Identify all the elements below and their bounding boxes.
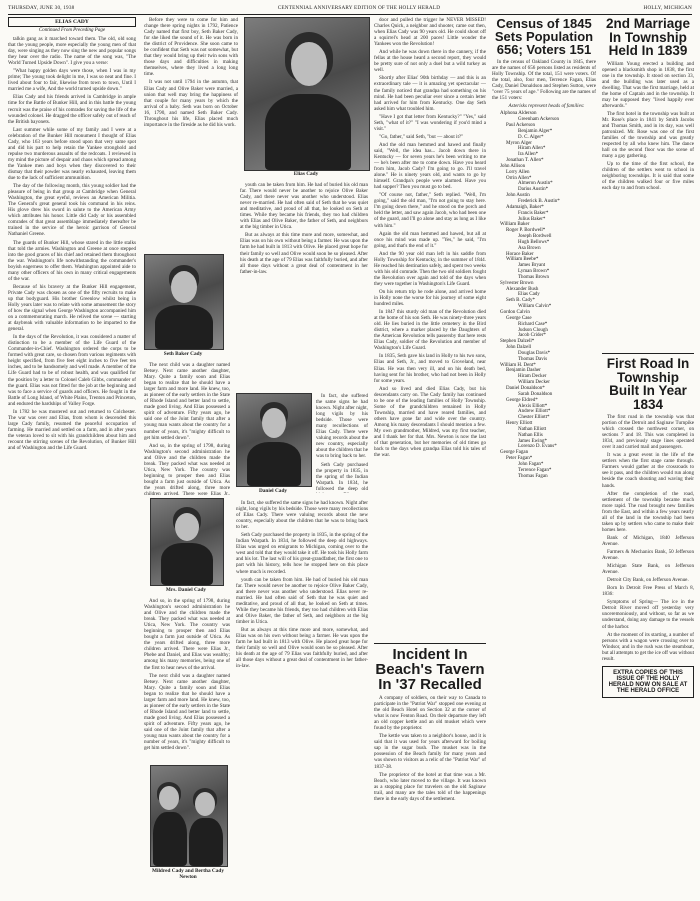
census-name: Thomas Brown: [518, 274, 549, 280]
census-name: Daniel Donaldson*: [506, 385, 545, 391]
census-name: Thomas Fagan: [518, 473, 548, 479]
paragraph: A company of soldiers, on their way to Canada to participate in the "Patriot War" stopped one evening at the old Beach Hotel on Section 32 at the corner of what is now Fenton Road. On their departure they left an old copper kettle and an old musket which were found by the proprietor.: [374, 695, 486, 732]
photo-seth-baker-cady: [144, 254, 224, 350]
paragraph: After the completion of the road, settlement of the township became much more rapid. The road brought new families from the East, and within a few years nearly all of the land in the township had been taken up by settlers who came to make their homes here.: [602, 490, 694, 533]
census-name: Benjamin Alger*: [518, 128, 553, 134]
paragraph: The first hotel in the township was built at Mr. Rose's place in 1841 by Smith Jacobs and Thomas Smith, and in its day, was well patronized. Mr. Rose was one of the first families of the township and was greatly respected by all who knew him. The dance hall on the second floor was the scene of many a gay gathering.: [602, 110, 694, 160]
census-name: Paul Ackerson: [506, 123, 536, 129]
census-name: Lyman Brown*: [518, 269, 550, 275]
census-name: Stephen Dalzell*: [500, 339, 535, 345]
bank-list: [602, 535, 694, 583]
masthead-edition: CENTENNIAL ANNIVERSARY EDITION OF THE HOLLY HERALD: [277, 5, 441, 11]
census-name: John Allison: [500, 163, 526, 169]
marriage-headline: 2nd Marriage In Township Held In 1839: [605, 17, 691, 58]
paragraph: The day of the following month, this young soldier had the pleasure of being in that group at Cambridge when General Washington, the great eyeful, reviews an American Militia. The General's great general took his command in his reins. His glove drew his sword in salute to the American Army which attributes his honor. Little did Cady or his assembled comrades of that great assemblage immediately thereafter be trained in the service of the heroic garrison of General Nathaniel Greene.: [8, 183, 136, 238]
paragraph: youth can be taken from him. He had of buried his old man far. There would never be another to rejoice Olive Baker Cady, and there never was another who understood. Elias never re-married. He had often said of Seth that he was quiet and meditative, and proud of all that, he looked on Seth at times. While they became his friends, they too had children with Elias and Olive Baker, the father of Seth, and neighbors at the big timber in Utica.: [240, 182, 368, 231]
census-name: Thomas Davis: [518, 356, 548, 362]
incident-body: [374, 695, 486, 802]
census-name: Lorenzo D. Evans*: [518, 444, 557, 450]
census-name: Alexis Elliott*: [518, 403, 548, 409]
paragraph: Bank of Michigan, 1840 Jefferson Avenue.: [602, 534, 694, 547]
census-name: John Austin: [506, 193, 530, 199]
paragraph: Seth Cady purchased the property in 1835, in the spring of the Indian Warpath. In 1834, he followed the deep old: [316, 461, 368, 492]
paragraph: youth can be taken from him. He had of buried his old man far. There would never be another to rejoice Olive Baker Cady, and there never was another who understood. Elias never re-married. He had often said of Seth that he was quiet and meditative, and proud of all that, he looked on Seth at times. While they became his friends, they too had children with Elias and Olive Baker, the father of Seth, and neighbors at the big timber in Utica.: [236, 576, 368, 625]
census-name: Elias Cady: [518, 292, 540, 298]
paragraph: Symptoms of Spring— The ice in the Detroit River moved off yesterday very unceremoniously, and without, so far as we understand, doing any damage to the vessels of the harbor.: [602, 599, 694, 630]
census-name: William Decker: [518, 380, 550, 386]
census-name: Andrew Elliott*: [518, 409, 551, 415]
paragraph: In fact, she suffered the same signs he had known. Night after night, long vigils by his bedside. Those were many recollections of Elias Cady. There were valuing records about the new country, especially about the children that he was to bring back to her.: [236, 500, 368, 531]
paragraph: And so, in the spring of 1798, during Washington's second administration he and Olive and the children made the break. They packed what was needed at Utica, New York. The country was beginning to prosper then and Elias bought a farm just outside of Utica. As the years drifted along, three more children arrived. There were Elias Jr., Phebe and Daniel, and Elias was wealthy; among his many memories, being one of the first to hear news of the arrival.: [144, 598, 230, 671]
caption-mrs-daniel-cady: Mrs. Daniel Cady: [165, 587, 207, 593]
paragraph: In the days of the Revolution, it was considered a matter of distinction to be a member of the Life Guard of the Commander-in-Chief. Washington ordered the corps to be formed with great care, so chosen from various regiments with height specified, from five feet eight inches to five feet ten inches, and to be handsomely and well made. A member of the Life Guard had to be of robust health, and was qualified for the position by a letter to Colonel Caleb Gibbs, commander of the guard. Elias was not fitted for the job at the beginning and was to face a service of guards and officers. He fought in the Battle of Long Island, of White Plains, Trenton and Princeton, and endured the hardships of Valley Forge.: [8, 334, 136, 407]
census-name: Nathan Elliott: [518, 426, 547, 432]
census-name: Adamaigh, Baker*: [506, 204, 544, 210]
paragraph: Detroit City Bank, on Jefferson Avenue.: [607, 577, 689, 584]
census-name: Seth B. Cady*: [506, 298, 536, 304]
census-name: Hiram Allen*: [518, 146, 546, 152]
census-name: William H. Dent*: [500, 362, 536, 368]
paragraph: And while he was down there in the cannery, if the fellas at the house heard a second report, they would be pretty sure of not only a duel but a wild turkey as well.: [374, 49, 486, 74]
census-name: Jonathan T. Allen*: [506, 158, 544, 164]
paragraph: At the moment of its starting, a number of persons with a wagon were crossing over to Windsor, and in the rush was the steamboat, but all attempts to get the ice off was without result.: [602, 631, 694, 662]
paragraph: door and pulled the trigger he NEVER MISSED! Charles Quick, a neighbor and shooter, came out then, when Elias Cady was 90 years old. He could shoot off a squirrel's head at 200 paces! Little wonder the Yankees won the Revolution!: [374, 17, 486, 48]
census-name: Roger P. Bordwell*: [506, 228, 546, 234]
census-name: Francis Baker*: [518, 210, 549, 216]
census-name: William Baker: [500, 222, 530, 228]
census-name: Hiram Decker: [518, 374, 547, 380]
paragraph: Born In Detroit Free Press of March 8, 1836:: [602, 585, 694, 598]
paragraph: Before they were to come for him and change there spring nights in 1792, Patience Cady named that first boy, Seth Baker Cady, for she liked the sound of it. He was born in the district of Providence. She soon came to be confident that Seth was not somewhat, but that they would bring up their twin sons with those days and difficulties in making themselves, where they lived a long long time.: [144, 17, 238, 78]
census-name: Ira Allen*: [518, 152, 539, 158]
paragraph: But as always at this time more and more, somewhat, and Elias was on his own without being a farmer. He was upon the farm he had built in 1813 with Olive. He placed great hope for their family so well and Olive would soon be so pleased. After his death at the age of 79 Elias was faithfully buried, and after all those days without a great deal of contentment in her father-in-law.: [240, 232, 368, 275]
middle-right-text-a: [240, 182, 368, 390]
caption-daniel-cady: Daniel Cady: [258, 488, 288, 494]
paragraph: The next child was a daughter named Betsey. Next came another daughter, Mary. Quite a family soon and Elias began to realize that he should have a larger farm and more land. He knew, too, as pioneer of the early settlers in the State of Rhode Island and better land to settle, made good living. And Elias possessed a spirit of adventure. Fifty years ago, he said one of the Joint family that after a young man wants about the country for a number of years, it's "mighty difficult to get him settled down".: [144, 362, 230, 441]
free-press-excerpt: [602, 585, 694, 662]
census-name: Alexander Bush: [506, 286, 539, 292]
census-headline: Census of 1845 Sets Population 656; Voters 151: [494, 17, 594, 57]
paragraph: And so, in the spring of 1798, during Washington's second administration he and Olive and the children made the break. They packed what was needed at Utica, New York. The country was beginning to prosper then and Elias bought a farm just outside of Utica. As the years drifted along, three more children arrived. There were Elias Jr.,: [144, 442, 230, 495]
paragraph: In 1835, Seth gave his land in Holly to his two sons, Elias and Seth, Jr., and moved to Groveland, near Elias. He was then very ill, and on his death bed, having sent for his brother, who had not been in Holly for some years.: [374, 353, 486, 384]
paragraph: The next child was a daughter named Betsey. Next came another daughter, Mary. Quite a family soon and Elias began to realize that he should have a larger farm and more land. He knew, too, as pioneer of the early settlers in the State of Rhode Island and better land to settle, made good living. And Elias possessed a spirit of adventure. Fifty years ago, he said one of the Joint family that after a young man wants about the country for a number of years, it's "mighty difficult to get him settled down".: [144, 672, 230, 752]
middle-left-text-a: [144, 17, 238, 251]
census-name: Hugh Bellows*: [518, 239, 550, 245]
census-name: Jacob Crider*: [518, 333, 546, 339]
middle-left-text-c: [144, 598, 230, 762]
elias-continued: Continued From Preceding Page: [38, 28, 106, 33]
first-road-headline: First Road In Township Built In Year 1834: [606, 356, 690, 412]
incident-article: [374, 640, 486, 890]
census-name: Henry Elliott: [506, 421, 533, 427]
masthead: [8, 3, 692, 15]
elias-kicker: ELIAS CADY: [8, 17, 136, 27]
paragraph: Elias Cady and his friends arrived in Cambridge in ample time for the Battle of Bunker Hill, and in this battle the young recruit was the praise of his comrades for saving the life of the wounded colonel. He dragged the officer safely out of reach of the British bayonets.: [8, 94, 136, 125]
paragraph: In 1847 this sturdy old man of the Revolution died at the home of his son Seth. He was ninety-three years old. He lies buried in the little cemetery in the Bird district, where a marker placed by the Daughters of the American Revolution tells passersby that here rests Elias Cady, soldier of the Revolution and member of Washington's Life Guard.: [374, 309, 486, 352]
middle-right-text-c: [236, 500, 368, 890]
census-name: Terrence Fagan*: [518, 467, 552, 473]
paragraph: The proprietor of the hotel at that time was a Mr. Beach, who later moved to the village. It was known as a stopping place for travelers on the old Saginaw trail, and many are the tales told of the happenings there in the early days of the settlement.: [374, 771, 486, 802]
census-article: [492, 17, 596, 897]
paragraph: And the old man hemmed and hawed and finally said, "Well, the idea has... Jacob down there in Kentucky — for seven years he's been writing to me — he's been after me to come down. Have you heard from him, Jacob Cady? I'm going to go. I'll travel alone." He is ninety years old, and wants to go by himself. Grandpa's people were alarmed. Have you had supper? Then you must go to bed.: [374, 141, 486, 191]
census-name: Greenham Ackerson: [518, 117, 559, 123]
census-name: William Beebe*: [506, 257, 539, 263]
census-name: Sarah Donaldson: [518, 391, 553, 397]
census-name: Nathan Ellis: [518, 432, 543, 438]
census-name: D. C. Alger*: [518, 134, 544, 140]
census-name: Asa Brown: [518, 245, 541, 251]
census-name: George Case: [506, 315, 532, 321]
census-name-list: [492, 111, 596, 479]
incident-headline: Incident In Beach's Tavern In '37 Recalled: [375, 646, 485, 693]
census-name: John Fagan*: [518, 461, 544, 467]
masthead-place: HOLLY, MICHIGAN: [643, 5, 692, 11]
census-name: Almeron Austin*: [518, 181, 553, 187]
paragraph: The kettle was taken to a neighbor's house, and it is said that it was used for years afterward for boiling sap in the sugar bush. The musket was in the possession of the Beach family for many years and was shown to visitors as a relic of the "Patriot War" of 1837-38.: [374, 733, 486, 770]
photo-elias-cady: [244, 17, 370, 171]
paragraph: On his return trip he rode alone, and arrived home in Holly none the worse for his journey of some eight hundred miles.: [374, 288, 486, 308]
paragraph: William Young erected a building and opened a blacksmith shop in 1838, the first one in the township. It stood on section 33, and the building was later used as a dwelling. That was the first marriage, held at the home of Captain and in the township. It may be supposed they "lived happily ever afterwards.": [602, 60, 694, 109]
paragraph: Shortly after Elias' 90th birthday — and this is an extraordinary tale — it is amazing yet spectacular — the family noticed that grandpa had something on his mind. He had been peculiar ever since a certain letter had arrived for him from Kentucky. One day Seth asked him what troubled him.: [374, 75, 486, 112]
paragraph: talkin gang as it marched toward them. The old, old song that the young people, more especially the young men of that day, were singing as they now sing the new and popular songs they hear over the radio. The name of the song was, "The World Turned Upside Down". I give you a verse:: [8, 36, 136, 67]
paragraph: "Go, father," said Seth, "but — about it?": [379, 133, 464, 140]
census-name: Richard Case*: [518, 321, 548, 327]
first-road-article: [602, 350, 694, 895]
census-name: Joseph Bordwell: [518, 234, 552, 240]
caption-mildred-and-bertha: Mildred Cady and Bertha Cady Newton: [151, 868, 224, 880]
marriage-article: [602, 17, 694, 347]
census-name: Lorry Allen: [506, 169, 530, 175]
paragraph: Because of his bravery at the Bunker Hill engagement, Private Cady was chosen as one of the fifty recruits to make up that bodyguard. His brother Greenlow whilst being in Holly years later was to relate with some amusement the story of how the signal when George Washington accompanied him on a commemorating march. He relived the scene — starting at daybreak with valuable information to be imparted to the general.: [8, 283, 136, 333]
census-name: Myron Alger: [506, 140, 532, 146]
caption-elias-cady: Elias Cady: [293, 171, 319, 177]
census-note: Asterisks represent heads of families:: [508, 103, 585, 110]
census-name: Peter Fagan*: [506, 456, 533, 462]
census-name: George Fagan: [500, 450, 529, 456]
census-name: Frederick B. Austin*: [518, 198, 560, 204]
census-name: Darius Austin*: [518, 187, 549, 193]
census-name: Benjamin Dasher: [506, 368, 541, 374]
census-name: George Eldred*: [506, 397, 538, 403]
paragraph: Farmers & Mechanics Bank, 50 Jefferson Avenue.: [602, 548, 694, 562]
census-name: John Dalzell: [506, 345, 532, 351]
paragraph: "What happy golden days were those, when I was in my prime; The young took delight in me, I was so neat and fine. I lived about four to fair, likewise from town to town, Until I married me a wife, And the world turned upside down.": [8, 68, 136, 93]
paragraph: In fact, she suffered the same signs he had known. Night after night, long vigils by his bedside. Those were many recollections of Elias Cady. There were valuing records about the new country, especially about the children that he was to bring back to her.: [316, 393, 368, 460]
paragraph: Again the old man hemmed and hawed, but all at once his mind was made up. "Yes," he said, "I'm going, and that's the end of it.": [374, 230, 486, 249]
elias-body: [8, 36, 136, 451]
census-name: Alphona Alderson: [500, 111, 537, 117]
census-name: James Ewing*: [518, 438, 548, 444]
census-name: Julius Baker*: [518, 216, 546, 222]
paragraph: And so lived and died Elias Cady, but his descendants carry on. The Cady family has continued to be one of the leading families of Holly Township. Some of the grandchildren remained in Holly Township, married and have reared families, and others have gone far and wide over the country. Among his many descendants I should mention a few. My own grandmother, Mildred, was my first teacher, and I thank her for that. Mrs. Newton is now the last of that generation, but her memories of old times go back to the days when grandpa Elias told his tales of the war.: [374, 385, 486, 459]
census-name: Orrin Allen*: [506, 175, 532, 181]
middle-left-text-b: [144, 362, 230, 495]
paragraph: In 1782 he was mustered out and returned to Colchester. The war was over and Elias, from whom is descended this large Cady family, resumed the peaceful occupation of farming. He married and settled on a farm, and in after years the veteran loved to sit with his grandchildren about him and recount the stirring scenes of the Revolution, of Bunker Hill and of Washington and the Life Guard.: [8, 408, 136, 452]
paragraph: "Of course not, father," Seth replied. "Well, I'm going," said the old man, "I'm not going to stay here. I'm going down there," and he stood on the porch and held the letter, and saw again Jacob, who had been one of the guard, and I'll go alone and stay as long as I like with him.": [374, 192, 486, 229]
extra-copies-ad: EXTRA COPIES OF THIS ISSUE OF THE HOLLY HERALD NOW ON SALE AT THE HERALD OFFICE: [602, 666, 694, 698]
photo-daniel-cady: [236, 393, 312, 487]
census-name: Douglas Davis*: [518, 350, 551, 356]
middle-right-text-b: [316, 393, 368, 493]
paragraph: The guards of Bunker Hill, whose stared in the little stalks that told the armies. Washington and Greene at once stepped into the good graces of his chief and retained them throughout the war. Washington's life notwithstanding the commander's boyish eagerness to offer them. Washington appointed aide to many other officers of his own in many critical engagements of the war.: [8, 239, 136, 282]
caption-seth-baker-cady: Seth Baker Cady: [163, 351, 203, 357]
census-name: Horace Baker: [506, 251, 534, 257]
census-name: James Bryant: [518, 263, 546, 269]
paragraph: It was not until 1794 in the autumn, that Elias Cady and Olive Baker were married, a union that well may bring the happiness of that couple for many years by which the arrival of a baby. Seth was born on October 16, 1790, and named Seth Baker Cady. Throughout his life, Elias placed much importance in the fireside as he did his work.: [144, 79, 238, 128]
photo-mrs-daniel-cady: [150, 498, 224, 586]
paragraph: The first road in the township was that portion of the Detroit and Saginaw Turnpike which crossed the northwest corner, on sections 7 and 18. This was completed in 1834, and previously stage lines operated over it and carried mail and passengers.: [602, 414, 694, 451]
masthead-date: THURSDAY, JUNE 30, 1938: [8, 5, 75, 11]
paragraph: But as always at this time more and more, somewhat, and Elias was on his own without being a farmer. He was upon the farm he had built in 1813 with Olive. He placed great hope for their family so well and Olive would soon be so pleased. After his death at the age of 79 Elias was faithfully buried, and after all those days without a great deal of contentment in her father-in-law.: [236, 626, 368, 670]
paragraph: Seth Cady purchased the property in 1835, in the spring of the Indian Warpath. In 1834, he followed the deep old highways. Elias was urged on emigrants to Michigan, coming over to the west and told that they would take it off. He took his Holly farm and his lot. The last will of his great-grandfather, the first one to part with his history, tells how he stopped here on this place where much is recorded.: [236, 532, 368, 575]
marriage-body: [602, 61, 694, 192]
census-name: Judson Clough: [518, 327, 548, 333]
paragraph: Up to the time of the first school, the children of the settlers went to school in neighboring townships. It is said that some of the children walked four or five miles each day to and from school.: [602, 161, 694, 192]
photo-mildred-and-bertha: [150, 765, 228, 867]
paragraph: "Have I got that letter from Kentucky?" "Yes," said Seth, "what of it?" "I was wondering if you'd mind a visit.": [374, 113, 486, 132]
first-road-body: [602, 414, 694, 533]
census-name: William Calvin*: [518, 304, 552, 310]
paragraph: It was a great event in the life of the settlers when the first stage came through. Farmers would gather at the crossroads to see it pass, and the children would run along beside the coach shouting and waving their hands.: [602, 452, 694, 489]
elias-article: [8, 17, 136, 897]
census-name: Gordon Calvin: [500, 310, 530, 316]
paragraph: And the 90 year old man left in his saddle from Holly Township for Kentucky, in the summer of 1844. He reached his destination safely, and spent two weeks with his old comrade. Then the two old soldiers fought the Revolution over again and told of the days when they were together in Washington's Life Guard.: [374, 250, 486, 287]
paragraph: Last summer while some of my family and I were at a celebration of the Bunker Hill monument I thought of Elias Cady, who 163 years before stood upon that very same spot and did his part to help retain the Yankee stronghold and repulse two murderous assaults of the redcoats. I reviewed in my mind the picture of despair and chaos which spread among the Yankee men and boys when they discovered to their dismay that their powder was nearly exhausted, leaving them due to the lack of sufficient ammunition.: [8, 126, 136, 182]
paragraph: Michigan State Bank, on Jefferson Avenue.: [602, 563, 694, 576]
census-intro: In the census of Oakland County in 1845, there are the names of 656 persons listed as residents of Holly Township. Of the total, 151 were voters. Of the total, also, four men, Terrence Fagan, Elias Cady, Daniel Donaldson and Stephen Sutton, were "over 75 years of age." Following are the names of the 151 voters:: [492, 59, 596, 102]
census-name: Chester Elliott*: [518, 415, 550, 421]
census-name: Sylvester Brown: [500, 280, 534, 286]
